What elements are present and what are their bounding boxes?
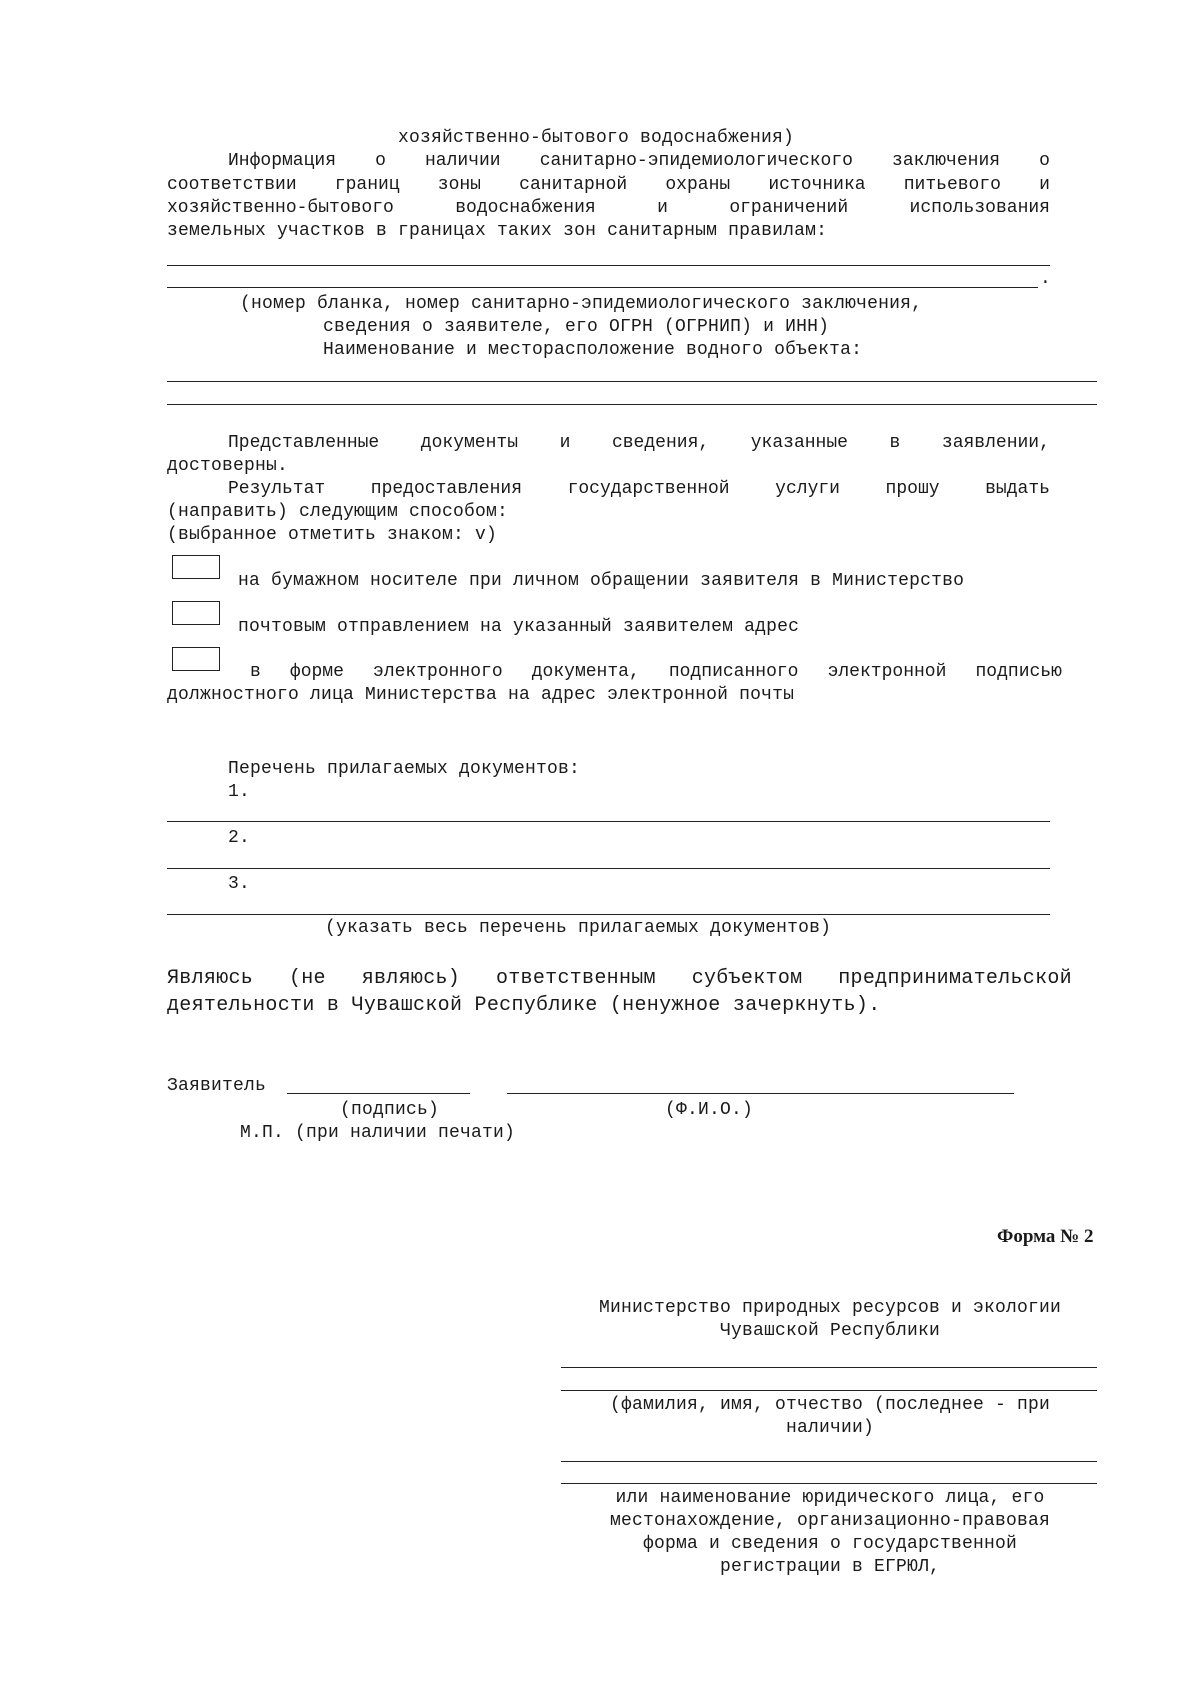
declaration-line-4: (направить) следующим способом: (167, 502, 509, 522)
info-line-2: соответствии границ зоны санитарной охраны источника питьевого и (167, 175, 1050, 195)
water-object-label: Наименование и месторасположение водного объекта: (323, 340, 863, 360)
name-caption: (фамилия, имя, отчество (последнее - при (609, 1395, 1051, 1415)
blank-line[interactable] (167, 404, 1097, 405)
legal-caption-4: регистрации в ЕГРЮЛ, (719, 1557, 941, 1577)
signature-line[interactable] (287, 1093, 470, 1094)
document-item-number: 2. (228, 828, 251, 848)
blank-line[interactable] (561, 1390, 1097, 1391)
info-line-3: хозяйственно-бытового водоснабжения и ограничений использования (167, 198, 1050, 218)
form-2-title: Форма № 2 (997, 1226, 1094, 1247)
caption-line: (номер бланка, номер санитарно-эпидемиологического заключения, (240, 294, 923, 314)
declaration-line-2: достоверны. (167, 456, 289, 476)
legal-caption-2: местонахождение, организационно-правовая (609, 1511, 1051, 1531)
blank-line[interactable] (561, 1461, 1097, 1462)
document-item-number: 3. (228, 874, 251, 894)
documents-heading: Перечень прилагаемых документов: (228, 759, 581, 779)
document-item-line[interactable] (167, 868, 1050, 869)
legal-caption: или наименование юридического лица, его (615, 1488, 1045, 1508)
option-paper-label: на бумажном носителе при личном обращении заявителя в Министерство (238, 571, 965, 591)
option-post-label: почтовым отправлением на указанный заявителем адрес (238, 617, 800, 637)
heading-tail: хозяйственно-бытового водоснабжения) (398, 128, 795, 148)
declaration-line-3: Результат предоставления государственной услуги прошу выдать (228, 479, 1050, 499)
document-item-line[interactable] (167, 821, 1050, 822)
fio-line[interactable] (507, 1093, 1014, 1094)
ministry-name: Министерство природных ресурсов и экологии (598, 1298, 1062, 1318)
ministry-name-2: Чувашской Республики (719, 1321, 941, 1341)
option-electronic-label-2: должностного лица Министерства на адрес электронной почты (167, 685, 795, 705)
blank-line[interactable] (167, 287, 1038, 288)
blank-line[interactable] (167, 381, 1097, 382)
declaration-line-1: Представленные документы и сведения, указанные в заявлении, (228, 433, 1050, 453)
documents-caption: (указать весь перечень прилагаемых документов) (325, 918, 832, 938)
document-item-line[interactable] (167, 914, 1050, 915)
option-post-checkbox[interactable] (172, 601, 220, 625)
blank-line[interactable] (561, 1483, 1097, 1484)
responsibility-line-2: деятельности в Чувашской Республике (ненужное зачеркнуть). (167, 994, 881, 1017)
declaration-line-5: (выбранное отметить знаком: v) (167, 525, 498, 545)
signature-caption: (подпись) (340, 1100, 440, 1120)
option-electronic-label: в форме электронного документа, подписанного электронной подписью (250, 662, 1062, 682)
name-caption-2: наличии) (785, 1418, 874, 1438)
caption-line: сведения о заявителе, его ОГРН (ОГРНИП) и ИНН) (323, 317, 830, 337)
responsibility-line-1: Являюсь (не являюсь) ответственным субъектом предпринимательской (167, 967, 1072, 990)
line-end-dot: . (1040, 269, 1052, 289)
option-electronic-checkbox[interactable] (172, 647, 220, 671)
fio-caption: (Ф.И.О.) (665, 1100, 754, 1120)
document-item-number: 1. (228, 782, 251, 802)
option-paper-checkbox[interactable] (172, 555, 220, 579)
legal-caption-3: форма и сведения о государственной (642, 1534, 1018, 1554)
info-line-1: Информация о наличии санитарно-эпидемиологического заключения о (228, 151, 1050, 171)
stamp-note: М.П. (при наличии печати) (240, 1123, 516, 1143)
blank-line[interactable] (167, 265, 1050, 266)
blank-line[interactable] (561, 1367, 1097, 1368)
info-line-4: земельных участков в границах таких зон санитарным правилам: (167, 221, 828, 241)
applicant-label: Заявитель (167, 1076, 267, 1096)
